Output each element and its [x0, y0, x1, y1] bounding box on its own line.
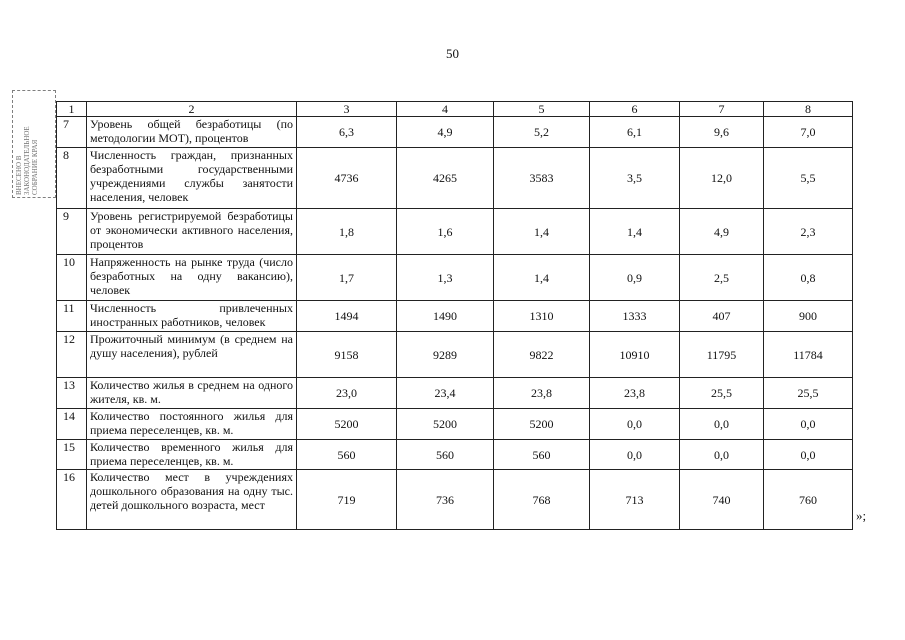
table-row [57, 378, 853, 409]
indicator-label: Численность привлеченных иностранных работников, человек [87, 301, 297, 332]
value-cell: 4265 [397, 148, 494, 209]
value-cell: 4,9 [680, 209, 764, 255]
value-cell: 713 [590, 470, 680, 530]
value-cell: 0,9 [590, 255, 680, 301]
value-cell: 23,4 [397, 378, 494, 409]
value-cell: 10910 [590, 332, 680, 378]
value-cell: 5,5 [764, 148, 853, 209]
column-number-5: 5 [494, 102, 590, 117]
value-cell: 25,5 [680, 378, 764, 409]
value-cell: 1,6 [397, 209, 494, 255]
value-cell: 1,4 [494, 255, 590, 301]
row-number: 11 [57, 301, 87, 332]
indicator-label: Напряженность на рынке труда (число безработных на одну вакансию), человек [87, 255, 297, 301]
row-number: 16 [57, 470, 87, 530]
table-header-row [57, 102, 853, 117]
indicator-label: Прожиточный минимум (в среднем на душу населения), рублей [87, 332, 297, 378]
indicators-table [56, 101, 853, 530]
row-number: 10 [57, 255, 87, 301]
value-cell: 2,5 [680, 255, 764, 301]
value-cell: 2,3 [764, 209, 853, 255]
column-number-7: 7 [680, 102, 764, 117]
value-cell: 4,9 [397, 117, 494, 148]
value-cell: 6,3 [297, 117, 397, 148]
value-cell: 407 [680, 301, 764, 332]
value-cell: 23,8 [590, 378, 680, 409]
value-cell: 719 [297, 470, 397, 530]
value-cell: 7,0 [764, 117, 853, 148]
value-cell: 9289 [397, 332, 494, 378]
table-row [57, 117, 853, 148]
closing-quote: »; [856, 508, 867, 523]
row-number: 14 [57, 409, 87, 440]
value-cell: 23,8 [494, 378, 590, 409]
indicator-label: Численность граждан, признанных безработными государственными учреждениями службы занятости населения, человек [87, 148, 297, 209]
table-row [57, 301, 853, 332]
indicator-label: Количество жилья в среднем на одного жителя, кв. м. [87, 378, 297, 409]
value-cell: 9,6 [680, 117, 764, 148]
value-cell: 6,1 [590, 117, 680, 148]
column-number-3: 3 [297, 102, 397, 117]
indicator-label: Количество постоянного жилья для приема переселенцев, кв. м. [87, 409, 297, 440]
column-number-4: 4 [397, 102, 494, 117]
value-cell: 11795 [680, 332, 764, 378]
value-cell: 25,5 [764, 378, 853, 409]
value-cell: 560 [494, 440, 590, 470]
value-cell: 4736 [297, 148, 397, 209]
value-cell: 0,8 [764, 255, 853, 301]
value-cell: 760 [764, 470, 853, 530]
table-row [57, 332, 853, 378]
row-number: 7 [57, 117, 87, 148]
value-cell: 0,0 [764, 440, 853, 470]
indicator-label: Количество временного жилья для приема переселенцев, кв. м. [87, 440, 297, 470]
value-cell: 5200 [494, 409, 590, 440]
value-cell: 12,0 [680, 148, 764, 209]
indicator-label: Количество мест в учреждениях дошкольного образования на одну тыс. детей дошкольного возраста, мест [87, 470, 297, 530]
table-row [57, 470, 853, 530]
value-cell: 0,0 [590, 440, 680, 470]
value-cell: 0,0 [680, 440, 764, 470]
value-cell: 5,2 [494, 117, 590, 148]
value-cell: 1,4 [590, 209, 680, 255]
row-number: 9 [57, 209, 87, 255]
value-cell: 560 [397, 440, 494, 470]
value-cell: 1490 [397, 301, 494, 332]
table-row [57, 440, 853, 470]
column-number-1: 1 [57, 102, 87, 117]
value-cell: 1310 [494, 301, 590, 332]
column-number-2: 2 [87, 102, 297, 117]
value-cell: 768 [494, 470, 590, 530]
indicator-label: Уровень общей безработицы (по методологии МОТ), процентов [87, 117, 297, 148]
table-row [57, 409, 853, 440]
value-cell: 740 [680, 470, 764, 530]
value-cell: 736 [397, 470, 494, 530]
column-number-8: 8 [764, 102, 853, 117]
value-cell: 9822 [494, 332, 590, 378]
value-cell: 1,4 [494, 209, 590, 255]
value-cell: 0,0 [590, 409, 680, 440]
stamp-text: ВНЕСЕНО В ЗАКОНОДАТЕЛЬНОЕ СОБРАНИЕ КРАЯ [15, 126, 39, 195]
table-row [57, 148, 853, 209]
value-cell: 9158 [297, 332, 397, 378]
value-cell: 1494 [297, 301, 397, 332]
value-cell: 23,0 [297, 378, 397, 409]
value-cell: 0,0 [680, 409, 764, 440]
row-number: 15 [57, 440, 87, 470]
value-cell: 0,0 [764, 409, 853, 440]
row-number: 12 [57, 332, 87, 378]
row-number: 8 [57, 148, 87, 209]
value-cell: 900 [764, 301, 853, 332]
value-cell: 1333 [590, 301, 680, 332]
column-number-6: 6 [590, 102, 680, 117]
value-cell: 3,5 [590, 148, 680, 209]
row-number: 13 [57, 378, 87, 409]
value-cell: 5200 [297, 409, 397, 440]
value-cell: 5200 [397, 409, 494, 440]
value-cell: 1,8 [297, 209, 397, 255]
indicator-label: Уровень регистрируемой безработицы от экономически активного населения, процентов [87, 209, 297, 255]
value-cell: 3583 [494, 148, 590, 209]
value-cell: 1,3 [397, 255, 494, 301]
table-row [57, 209, 853, 255]
value-cell: 1,7 [297, 255, 397, 301]
page-number: 50 [446, 46, 459, 61]
value-cell: 560 [297, 440, 397, 470]
value-cell: 11784 [764, 332, 853, 378]
registration-stamp [12, 90, 56, 198]
table-row [57, 255, 853, 301]
